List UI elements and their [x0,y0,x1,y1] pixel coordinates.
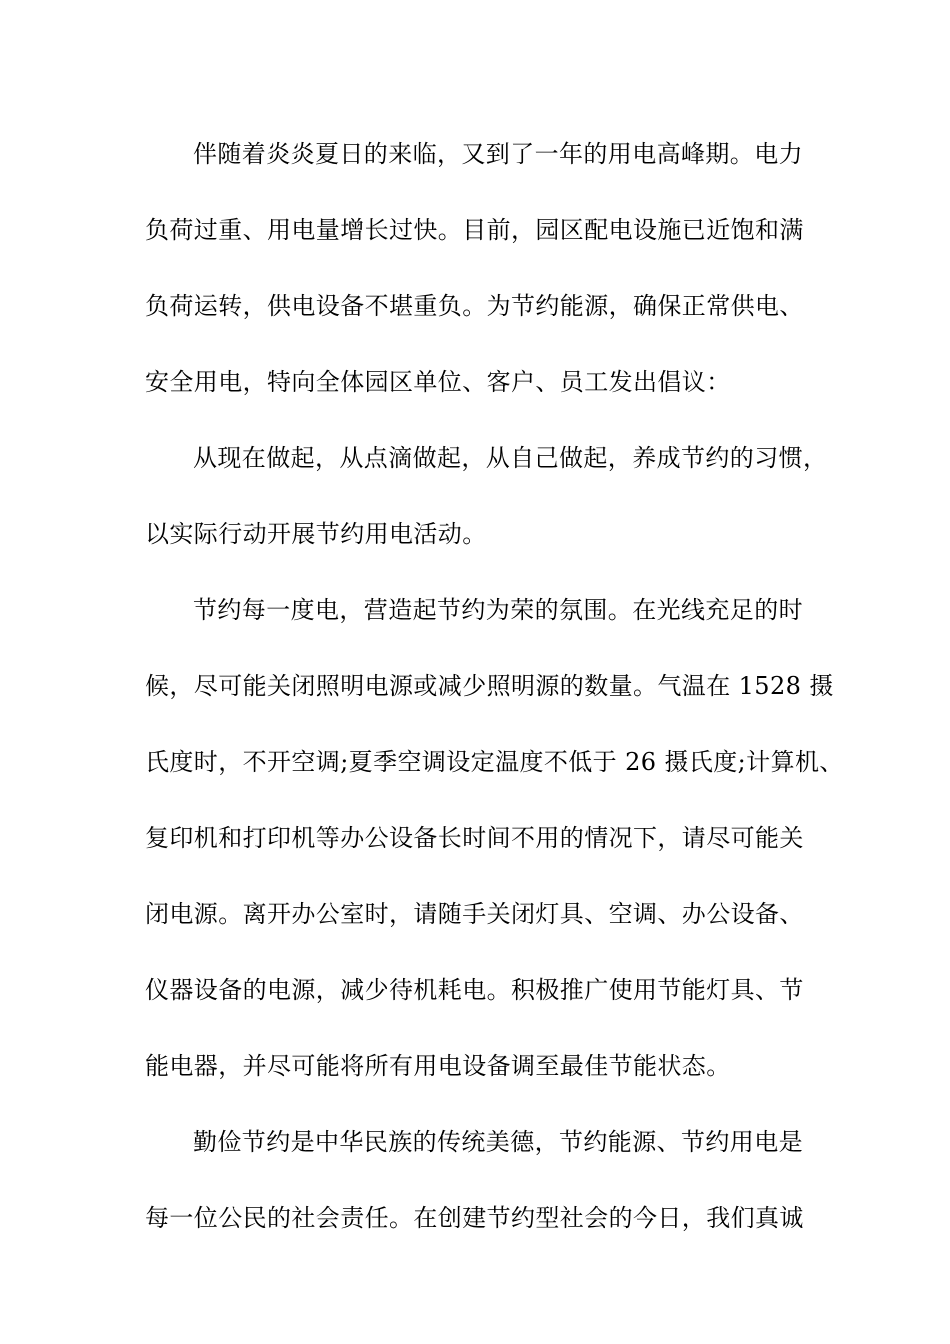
paragraph-1-line-4: 安全用电，特向全体园区单位、客户、员工发出倡议： [145,368,731,396]
paragraph-2-line-2: 以实际行动开展节约用电活动。 [145,520,487,548]
paragraph-3-line-6: 仪器设备的电源，减少待机耗电。积极推广使用节能灯具、节 [145,976,804,1004]
document-body [145,122,844,1262]
paragraph-4-line-2: 每一位公民的社会责任。在创建节约型社会的今日，我们真诚 [145,1204,804,1232]
paragraph-3-line-1: 节约每一度电，营造起节约为荣的氛围。在光线充足的时 [193,596,803,624]
paragraph-3-line-4: 复印机和打印机等办公设备长时间不用的情况下，请尽可能关 [145,824,804,852]
paragraph-3-line-5: 闭电源。离开办公室时，请随手关闭灯具、空调、办公设备、 [145,900,804,928]
paragraph-1-line-3: 负荷运转，供电设备不堪重负。为节约能源，确保正常供电、 [145,292,804,320]
paragraph-1-line-2: 负荷过重、用电量增长过快。目前，园区配电设施已近饱和满 [145,216,804,244]
paragraph-2-line-1: 从现在做起，从点滴做起，从自己做起，养成节约的习惯， [193,444,828,472]
paragraph-3-line-2: 候，尽可能关闭照明电源或减少照明源的数量。气温在 1528 摄 [145,672,834,700]
paragraph-4-line-1: 勤俭节约是中华民族的传统美德，节约能源、节约用电是 [193,1128,803,1156]
paragraph-3-line-7: 能电器，并尽可能将所有用电设备调至最佳节能状态。 [145,1052,731,1080]
paragraph-1-line-1: 伴随着炎炎夏日的来临，又到了一年的用电高峰期。电力 [193,140,803,168]
paragraph-3-line-3: 氏度时，不开空调;夏季空调设定温度不低于 26 摄氏度;计算机、 [145,748,844,776]
